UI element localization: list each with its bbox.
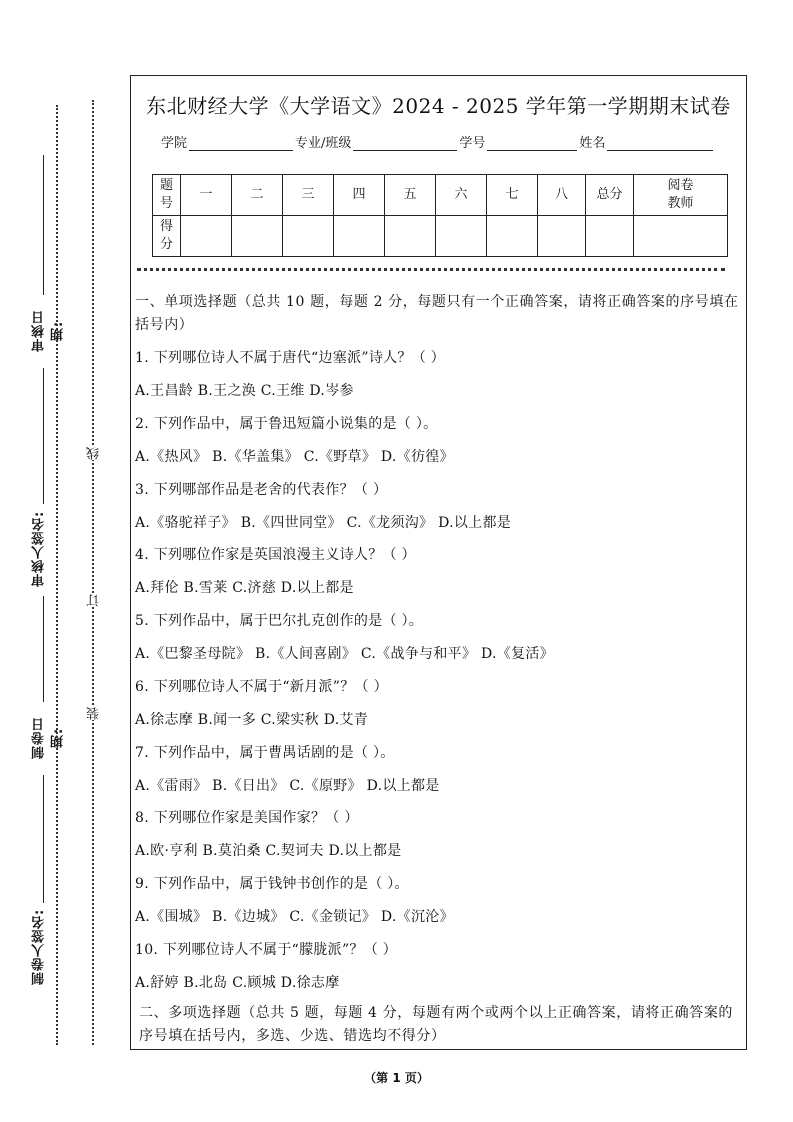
options-10: A.舒婷 B.北岛 C.顾城 D.徐志摩 [135, 975, 340, 991]
major-class-field[interactable] [353, 136, 457, 151]
col-3: 三 [283, 175, 334, 216]
options-7: A.《雷雨》 B.《日出》 C.《原野》 D.以上都是 [135, 778, 440, 794]
col-8: 八 [538, 175, 586, 216]
make-date-line[interactable] [43, 596, 44, 702]
binding-mark-line: 线 [87, 447, 102, 460]
review-date-label: 审核日期: [32, 310, 66, 352]
section2-heading: 二、多项选择题（总共 5 题，每题 4 分，每题有两个或两个以上正确答案，请将正确答案的序号填在括号内，多选、少选、错选均不得分） [139, 1005, 734, 1044]
make-date-label: 制卷日期: [32, 717, 66, 759]
options-5: A.《巴黎圣母院》 B.《人间喜剧》 C.《战争与和平》 D.《复活》 [135, 646, 554, 662]
question-3: 3. 下列哪部作品是老舍的代表作？（ ） [135, 482, 388, 498]
score-cell[interactable] [232, 216, 283, 257]
col-1: 一 [181, 175, 232, 216]
maker-sign-line[interactable] [43, 775, 44, 903]
student-id-field[interactable] [487, 136, 577, 151]
score-cell[interactable] [283, 216, 334, 257]
row-label-score: 得分 [153, 216, 181, 257]
name-field[interactable] [607, 136, 713, 151]
col-total: 总分 [586, 175, 634, 216]
review-date-line[interactable] [43, 155, 44, 295]
col-reviewer: 阅卷教师 [634, 175, 728, 216]
question-1: 1. 下列哪位诗人不属于唐代“边塞派”诗人？（ ） [135, 350, 446, 366]
dotted-separator [137, 268, 725, 271]
exam-frame [130, 75, 747, 1050]
col-6: 六 [436, 175, 487, 216]
section1-heading: 一、单项选择题（总共 10 题，每题 2 分，每题只有一个正确答案，请将正确答案的序号填在括号内） [135, 294, 739, 333]
col-2: 二 [232, 175, 283, 216]
score-cell[interactable] [334, 216, 385, 257]
maker-sign-label: 制卷人签名: [32, 908, 47, 986]
page-number: （第 1 页） [364, 1071, 429, 1085]
col-4: 四 [334, 175, 385, 216]
binding-mark-staple: 订 [87, 594, 102, 607]
score-cell[interactable] [586, 216, 634, 257]
col-7: 七 [487, 175, 538, 216]
options-2: A.《热风》 B.《华盖集》 C.《野草》 D.《彷徨》 [135, 449, 454, 465]
score-cell[interactable] [385, 216, 436, 257]
question-8: 8. 下列哪位作家是美国作家？（ ） [135, 810, 359, 826]
college-field[interactable] [189, 136, 293, 151]
options-8: A.欧·亨利 B.莫泊桑 C.契诃夫 D.以上都是 [135, 843, 402, 859]
name-label: 姓名 [579, 136, 606, 151]
question-2: 2. 下列作品中，属于鲁迅短篇小说集的是（ ）。 [135, 416, 438, 432]
options-1: A.王昌龄 B.王之涣 C.王维 D.岑参 [135, 383, 354, 399]
score-cell[interactable] [181, 216, 232, 257]
exam-title: 东北财经大学《大学语文》2024 - 2025 学年第一学期期末试卷 [146, 94, 731, 118]
binding-mark-fold: 装 [87, 707, 102, 720]
major-class-label: 专业/班级 [295, 136, 352, 151]
question-9: 9. 下列作品中，属于钱钟书创作的是（ ）。 [135, 876, 409, 892]
col-5: 五 [385, 175, 436, 216]
options-3: A.《骆驼祥子》 B.《四世同堂》 C.《龙须沟》 D.以上都是 [135, 515, 512, 531]
question-5: 5. 下列作品中，属于巴尔扎克创作的是（ ）。 [135, 613, 424, 629]
dotted-binding-line [92, 100, 94, 1045]
question-4: 4. 下列哪位作家是英国浪漫主义诗人？（ ） [135, 547, 416, 563]
reviewer-sign-line[interactable] [43, 368, 44, 504]
score-cell[interactable] [487, 216, 538, 257]
question-6: 6. 下列哪位诗人不属于“新月派”？（ ） [135, 679, 388, 695]
score-cell[interactable] [436, 216, 487, 257]
score-table-header-row [153, 175, 728, 216]
options-9: A.《围城》 B.《边城》 C.《金锁记》 D.《沉沦》 [135, 909, 454, 925]
reviewer-cell[interactable] [634, 216, 728, 257]
row-label-number: 题号 [153, 175, 181, 216]
question-10: 10. 下列哪位诗人不属于“朦胧派”？（ ） [135, 942, 398, 958]
college-label: 学院 [161, 136, 188, 151]
options-6: A.徐志摩 B.闻一多 C.梁实秋 D.艾青 [135, 712, 369, 728]
score-table [152, 174, 728, 257]
student-info-row [161, 132, 715, 151]
student-id-label: 学号 [459, 136, 486, 151]
question-7: 7. 下列作品中，属于曹禺话剧的是（ ）。 [135, 745, 395, 761]
options-4: A.拜伦 B.雪莱 C.济慈 D.以上都是 [135, 580, 354, 596]
reviewer-sign-label: 审核人签名: [32, 510, 47, 588]
score-table-score-row [153, 216, 728, 257]
score-cell[interactable] [538, 216, 586, 257]
dotted-margin-line-outer [56, 105, 58, 1045]
